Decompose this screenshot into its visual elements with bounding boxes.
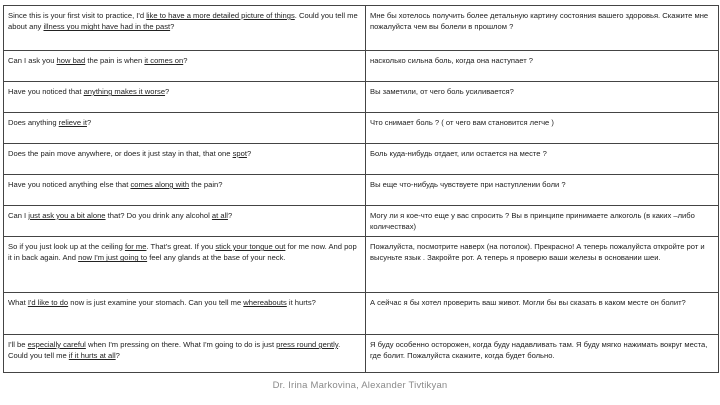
- text-segment: ?: [86, 118, 92, 127]
- underlined-phrase: press round gently: [276, 340, 339, 349]
- english-cell: [4, 6, 366, 51]
- text-segment: for me now. And pop it in back again. And: [8, 242, 357, 263]
- text-segment: ?: [227, 211, 233, 220]
- russian-cell: Пожалуйста, посмотрите наверх (на потолок). Прекрасно! А теперь пожалуйста откройте рот и высуньте язык . Закройте рот. А теперь я проверю ваши железы в основании шеи.: [366, 237, 719, 293]
- english-cell: [4, 206, 366, 237]
- footer-credit: Dr. Irina Markovina, Alexander Tivtikyan: [272, 380, 448, 391]
- text-segment: feel any glands at the base of your neck.: [147, 253, 286, 263]
- text-segment: . Could you tell me: [8, 340, 341, 361]
- russian-cell: насколько сильна боль, когда она наступает ?: [366, 51, 719, 82]
- underlined-phrase: anything makes it worse: [83, 87, 166, 96]
- phrases-table: [3, 5, 719, 373]
- text-segment: ?: [183, 56, 188, 65]
- table-row: [4, 335, 719, 373]
- text-segment: it hurts?: [286, 298, 316, 307]
- table-row: [4, 293, 719, 335]
- text-segment: the pain?: [189, 180, 223, 189]
- underlined-phrase: stick your tongue out: [215, 242, 286, 251]
- russian-cell: Боль куда-нибудь отдает, или остается на месте ?: [366, 144, 719, 175]
- russian-cell: Могу ли я кое-что еще у вас спросить ? Вы в принципе принимаете алкоголь (в каких –либо количествах): [366, 206, 719, 237]
- underlined-phrase: especially careful: [27, 340, 86, 349]
- english-cell: [4, 113, 366, 144]
- underlined-phrase: comes along with: [130, 180, 190, 189]
- table-row: [4, 144, 719, 175]
- text-segment: Does anything: [8, 118, 59, 127]
- text-segment: ?: [165, 87, 170, 96]
- russian-cell: Мне бы хотелось получить более детальную картину состояния вашего здоровья. Скажите мне пожалуйста чем вы болели в прошлом ?: [366, 6, 719, 51]
- english-cell: [4, 51, 366, 82]
- table-row: [4, 82, 719, 113]
- text-segment: Can I ask you: [8, 56, 57, 65]
- phrases-table-body: [4, 6, 719, 373]
- underlined-phrase: illness you might have had in the past: [43, 22, 171, 32]
- table-row: [4, 113, 719, 144]
- russian-cell: А сейчас я бы хотел проверить ваш живот. Могли бы вы сказать в каком месте он болит?: [366, 293, 719, 335]
- text-segment: ?: [115, 351, 120, 361]
- english-cell: [4, 175, 366, 206]
- underlined-phrase: if it hurts at all: [68, 351, 116, 361]
- table-row: [4, 51, 719, 82]
- underlined-phrase: at all: [211, 211, 228, 220]
- text-segment: Have you noticed anything else that: [8, 180, 131, 189]
- underlined-phrase: spot: [232, 149, 247, 158]
- underlined-phrase: now I'm just going to: [78, 253, 148, 263]
- text-segment: Does the pain move anywhere, or does it just stay in that, that one: [8, 149, 233, 158]
- text-segment: the pain is when: [85, 56, 145, 65]
- table-row: [4, 206, 719, 237]
- english-cell: [4, 144, 366, 175]
- table-row: [4, 6, 719, 51]
- text-segment: What: [8, 298, 28, 307]
- underlined-phrase: how bad: [56, 56, 86, 65]
- text-segment: So if you just look up at the ceiling: [8, 242, 125, 251]
- underlined-phrase: whereabouts: [243, 298, 287, 307]
- text-segment: when I'm pressing on there. What I'm going to do is just: [85, 340, 277, 349]
- underlined-phrase: for me: [124, 242, 147, 251]
- text-segment: ?: [170, 22, 175, 32]
- english-cell: [4, 237, 366, 293]
- table-row: [4, 175, 719, 206]
- underlined-phrase: relieve it: [58, 118, 87, 127]
- russian-cell: Вы заметили, от чего боль усиливается?: [366, 82, 719, 113]
- text-segment: . That's great. If you: [146, 242, 216, 251]
- text-segment: now is just examine your stomach. Can you tell me: [68, 298, 244, 307]
- english-cell: [4, 82, 366, 113]
- text-segment: I'll be: [8, 340, 28, 349]
- underlined-phrase: like to have a more detailed picture of things: [146, 11, 295, 20]
- text-segment: ?: [246, 149, 252, 158]
- text-segment: Can I: [8, 211, 29, 220]
- text-segment: . Could you tell me about any: [8, 11, 358, 32]
- english-cell: [4, 293, 366, 335]
- underlined-phrase: just ask you a bit alone: [28, 211, 106, 220]
- russian-cell: Я буду особенно осторожен, когда буду надавливать там. Я буду мягко нажимать вокруг места, где болит. Пожалуйста скажите, когда будет больно.: [366, 335, 719, 373]
- underlined-phrase: I'd like to do: [27, 298, 69, 307]
- table-row: [4, 237, 719, 293]
- russian-cell: Вы еще что-нибудь чувствуете при наступлении боли ?: [366, 175, 719, 206]
- underlined-phrase: it comes on: [144, 56, 184, 65]
- russian-cell: Что снимает боль ? ( от чего вам становится легче ): [366, 113, 719, 144]
- text-segment: Since this is your first visit to practice, I'd: [8, 11, 147, 20]
- text-segment: that? Do you drink any alcohol: [105, 211, 212, 220]
- text-segment: Have you noticed that: [8, 87, 84, 96]
- english-cell: [4, 335, 366, 373]
